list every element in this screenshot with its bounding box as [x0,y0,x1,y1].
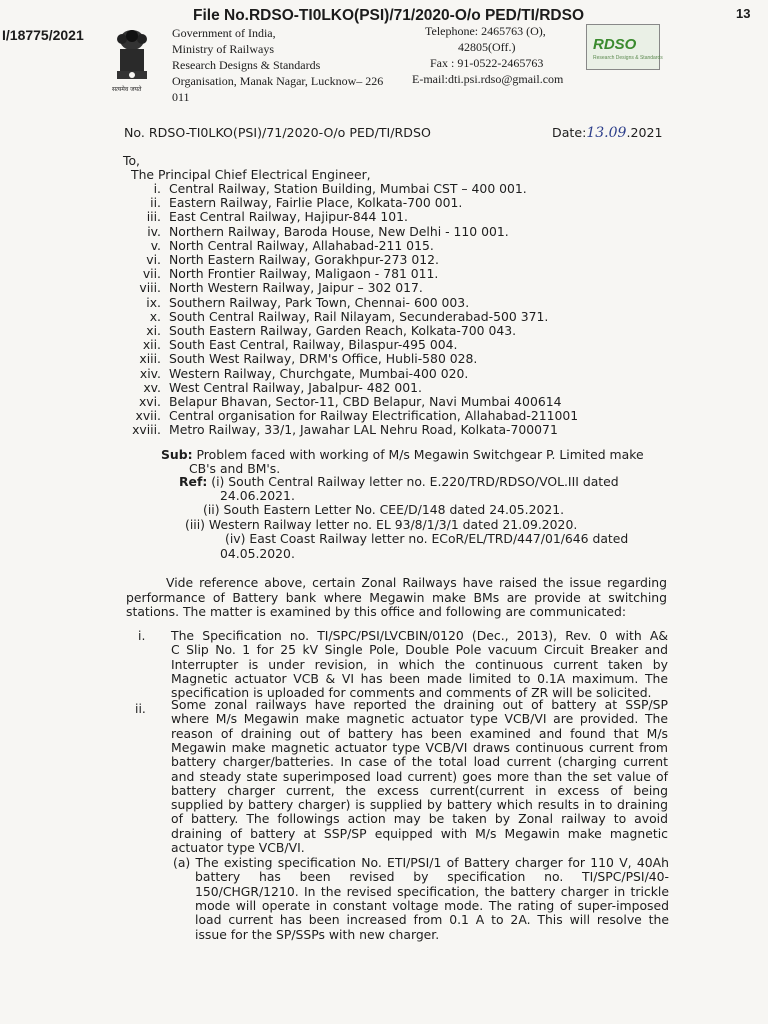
recipient-address: Southern Railway, Park Town, Chennai- 600 003. [169,294,470,310]
recipient-number: xvii. [135,408,161,424]
reference-item-cont: 24.06.2021. [220,488,295,503]
paragraph-line: battery charger current, the excess current(current in excess of being [171,782,668,798]
recipient-address: North Central Railway, Allahabad-211 015. [169,237,434,253]
recipient-number: viii. [139,280,161,296]
subject-text-cont: CB's and BM's. [189,461,281,476]
paragraph-line: (a) The existing specification No. ETI/PSI/1 of Battery charger for 110 V, 40Ah [173,855,669,870]
paragraph-line: of battery. The followings action may be taken by Zonal railway to avoid [171,811,668,827]
paragraph-line: The Specification no. TI/SPC/PSI/LVCBIN/0120 (Dec., 2013), Rev. 0 with A& [171,628,668,643]
national-emblem-icon [108,27,156,91]
recipient-address: North Western Railway, Jaipur – 302 017. [169,280,423,296]
recipient-number: ii. [150,195,161,211]
paragraph-line: where M/s Megawin make magnetic actuator type VCB/VI are provided. The [171,711,668,727]
recipient-number: iii. [146,209,161,225]
org-line: Research Designs & Standards [172,58,321,72]
paragraph-line: actuator type VCB/VI. [171,840,305,855]
paragraph-line: Some zonal railways have reported the draining out of battery at SSP/SP [171,697,668,712]
date-label: Date: [552,125,587,140]
recipient-number: xvi. [138,394,161,409]
recipient-address: North Frontier Railway, Maligaon - 781 011. [169,266,439,282]
point-number: i. [138,628,146,643]
recipient-number: xiii. [139,351,161,367]
paragraph-line: mode will operate in constant voltage mode. The rating of super-imposed [195,897,669,913]
recipient-number: ix. [146,294,161,310]
logo-subtext: Research Designs & Standards [593,55,663,61]
intro-para-line: performance of Battery bank where Megawin make BMs are provide at switching [126,590,667,605]
recipient-address: Northern Railway, Baroda House, New Delhi - 110 001. [169,223,509,239]
point-number: ii. [135,701,146,716]
recipient-number: iv. [147,223,161,239]
telephone: Telephone: 2465763 (O), [425,24,546,38]
reference-line [179,474,619,489]
recipient-number: vi. [146,252,161,267]
intro-para-line: stations. The matter is examined by this office and following are communicated: [126,604,627,619]
org-line: Organisation, Manak Nagar, Lucknow– 226 [172,74,384,88]
recipient-address: North Eastern Railway, Gorakhpur-273 012. [169,252,439,267]
recipient-address: Belapur Bhavan, Sector-11, CBD Belapur, Navi Mumbai 400614 [169,394,562,409]
paragraph-line: Magnetic actuator VCB & VI has been made limited to 0.1A maximum. The [171,670,668,686]
recipient-number: i. [153,181,161,196]
recipient-address: West Central Railway, Jabalpur- 482 001. [169,379,422,395]
rdso-logo [586,24,663,70]
recipient-number: x. [149,308,161,324]
paragraph-line: and steady state superimposed load current) goes more than the set value of [171,768,668,784]
paragraph-line: draining of battery at SSP/SP equipped with M/s Megawin make magnetic [171,825,668,841]
recipient-number: xii. [142,337,161,353]
salutation-to: To, [123,153,140,168]
paragraph-line: battery has been revised by specification no. TI/SPC/PSI/40- [195,869,669,885]
paragraph-line: Interrupter is under revision, in which the continuous current taken by [171,656,668,672]
date-year: .2021 [626,125,663,140]
recipient-address: Central organisation for Railway Electrification, Allahabad-211001 [169,408,579,424]
recipient-address: East Central Railway, Hajipur-844 101. [169,209,408,225]
addressee: The Principal Chief Electrical Engineer, [131,167,371,182]
reference-item: (iv) East Coast Railway letter no. ECoR/EL/TRD/447/01/646 dated [225,531,629,546]
emblem-caption: सत्यमेव जयते [112,86,142,93]
org-line: Ministry of Railways [172,42,274,56]
logo-text: RDSO [593,36,637,53]
subject-text: Problem faced with working of M/s Megawin Switchgear P. Limited make [196,447,644,462]
paragraph-line: issue for the SP/SSPs with new charger. [195,926,440,942]
reference-item: (iii) Western Railway letter no. EL 93/8/1/3/1 dated 21.09.2020. [185,517,578,532]
recipient-address: South Central Railway, Rail Nilayam, Secunderabad-500 371. [169,308,549,324]
fax: Fax : 91-0522-2465763 [430,56,544,70]
letter-date [552,125,663,141]
recipient-number: xviii. [132,422,161,438]
file-number: File No.RDSO-TI0LKO(PSI)/71/2020-O/o PED/TI/RDSO [193,7,585,24]
recipient-address: South East Central, Railway, Bilaspur-495 004. [169,337,458,353]
receipt-number: I/18775/2021 [2,27,84,43]
org-line: Government of India, [172,26,276,40]
paragraph-line: load current has been increased from 0.1 A to 2A. This will resolve the [195,912,669,928]
subject-line [161,447,644,462]
email: E-mail:dti.psi.rdso@gmail.com [412,72,564,86]
reference-item-cont: 04.05.2020. [220,546,295,561]
paragraph-line: C Slip No. 1 for 25 kV Single Pole, Double Pole vacuum Circuit Breaker and [171,642,668,658]
recipient-address: Eastern Railway, Fairlie Place, Kolkata-700 001. [169,195,463,211]
intro-para-line: Vide reference above, certain Zonal Railways have raised the issue regarding [166,575,667,590]
telephone-office: 42805(Off.) [458,40,516,54]
paragraph-line: specification is uploaded for comments and comments of ZR will be solicited. [171,685,652,701]
subject-label: Sub: [161,447,193,462]
recipient-address: South Eastern Railway, Garden Reach, Kolkata-700 043. [169,323,517,338]
paragraph-line: reason of draining out of battery has been examined and found that M/s [171,725,668,741]
paragraph-line: Megawin make magnetic actuator type VCB/VI draws continuous current from [171,739,668,755]
reference-item: (ii) South Eastern Letter No. CEE/D/148 dated 24.05.2021. [203,502,565,517]
recipient-number: xiv. [139,365,161,381]
recipient-address: Central Railway, Station Building, Mumbai CST – 400 001. [169,181,527,196]
ref-label: Ref: [179,474,208,489]
paragraph-line: supplied by battery charger) is supplied by battery which results in to draining [171,797,668,813]
letter-ref-no: No. RDSO-TI0LKO(PSI)/71/2020-O/o PED/TI/RDSO [124,125,431,140]
page-number: 13 [736,6,751,21]
paragraph-line: 150/CHGR/1210. In the revised specification, the battery charger in trickle [195,883,669,899]
recipient-address: Metro Railway, 33/1, Jawahar LAL Nehru Road, Kolkata-700071 [169,422,558,438]
recipient-address: South West Railway, DRM's Office, Hubli-580 028. [169,351,478,367]
org-line: 011 [172,90,190,104]
recipient-number: xv. [143,379,161,395]
recipient-address: Western Railway, Churchgate, Mumbai-400 020. [169,365,469,381]
recipient-number: v. [150,237,161,253]
recipient-number: vii. [142,266,161,282]
recipient-number: xi. [146,323,161,338]
date-value: 13.09 [586,125,627,141]
reference-item: (i) South Central Railway letter no. E.220/TRD/RDSO/VOL.III dated [211,474,619,489]
paragraph-line: battery charger/batteries. In case of the total load current (charging current [171,754,668,770]
